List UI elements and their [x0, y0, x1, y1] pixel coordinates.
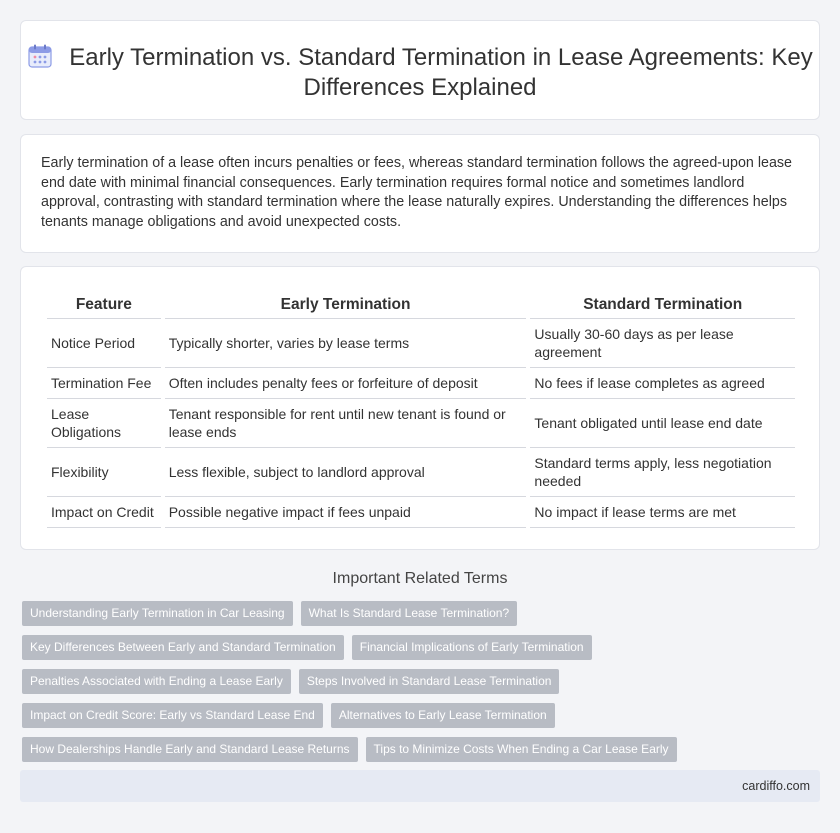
related-term-tag[interactable]: How Dealerships Handle Early and Standard Lease Returns — [22, 737, 358, 762]
column-header-feature: Feature — [47, 295, 161, 319]
table-cell: Tenant responsible for rent until new tenant is found or lease ends — [165, 399, 527, 448]
table-row — [47, 399, 795, 448]
table-cell: No fees if lease completes as agreed — [530, 368, 795, 399]
table-row — [47, 319, 795, 368]
table-cell: Standard terms apply, less negotiation needed — [530, 448, 795, 497]
table-cell: Often includes penalty fees or forfeiture of deposit — [165, 368, 527, 399]
column-header-standard: Standard Termination — [530, 295, 795, 319]
footer-site-link[interactable]: cardiffo.com — [742, 779, 810, 793]
page-title: Early Termination vs. Standard Termination in Lease Agreements: Key Differences Explained — [69, 44, 813, 101]
table-cell: Notice Period — [47, 319, 161, 368]
table-cell: Flexibility — [47, 448, 161, 497]
table-cell: Less flexible, subject to landlord approval — [165, 448, 527, 497]
related-term-tag[interactable]: What Is Standard Lease Termination? — [301, 601, 518, 626]
related-terms-list — [22, 601, 812, 762]
related-term-tag[interactable]: Penalties Associated with Ending a Lease Early — [22, 669, 291, 694]
table-row — [47, 497, 795, 528]
table-cell: Typically shorter, varies by lease terms — [165, 319, 527, 368]
table-cell: Lease Obligations — [47, 399, 161, 448]
page-title-wrapper — [21, 43, 819, 103]
table-cell: Possible negative impact if fees unpaid — [165, 497, 527, 528]
table-row — [47, 368, 795, 399]
table-cell: Impact on Credit — [47, 497, 161, 528]
table-header-row — [47, 295, 795, 319]
table-cell: Usually 30-60 days as per lease agreement — [530, 319, 795, 368]
comparison-table — [43, 295, 799, 528]
calendar-icon — [27, 43, 53, 69]
table-cell: No impact if lease terms are met — [530, 497, 795, 528]
related-term-tag[interactable]: Financial Implications of Early Termination — [352, 635, 592, 660]
related-term-tag[interactable]: Understanding Early Termination in Car Leasing — [22, 601, 293, 626]
related-term-tag[interactable]: Key Differences Between Early and Standard Termination — [22, 635, 344, 660]
related-terms-heading: Important Related Terms — [332, 570, 508, 587]
related-term-tag[interactable]: Impact on Credit Score: Early vs Standard Lease End — [22, 703, 323, 728]
related-term-tag[interactable]: Alternatives to Early Lease Termination — [331, 703, 555, 728]
related-term-tag[interactable]: Steps Involved in Standard Lease Termination — [299, 669, 560, 694]
header-card — [20, 20, 820, 120]
footer-bar — [20, 770, 820, 802]
table-cell: Termination Fee — [47, 368, 161, 399]
table-row — [47, 448, 795, 497]
table-cell: Tenant obligated until lease end date — [530, 399, 795, 448]
related-term-tag[interactable]: Tips to Minimize Costs When Ending a Car Lease Early — [366, 737, 677, 762]
column-header-early: Early Termination — [165, 295, 527, 319]
comparison-table-card — [20, 266, 820, 550]
summary-paragraph: Early termination of a lease often incurs penalties or fees, whereas standard termination follows the agreed-upon lease end date with minimal financial consequences. Early termination requires formal notice and sometimes landlord approval, contrasting with standard termination where the lease naturally expires. Understanding the differences helps tenants manage obligations and avoid unexpected costs. — [41, 155, 793, 230]
summary-card — [20, 134, 820, 253]
